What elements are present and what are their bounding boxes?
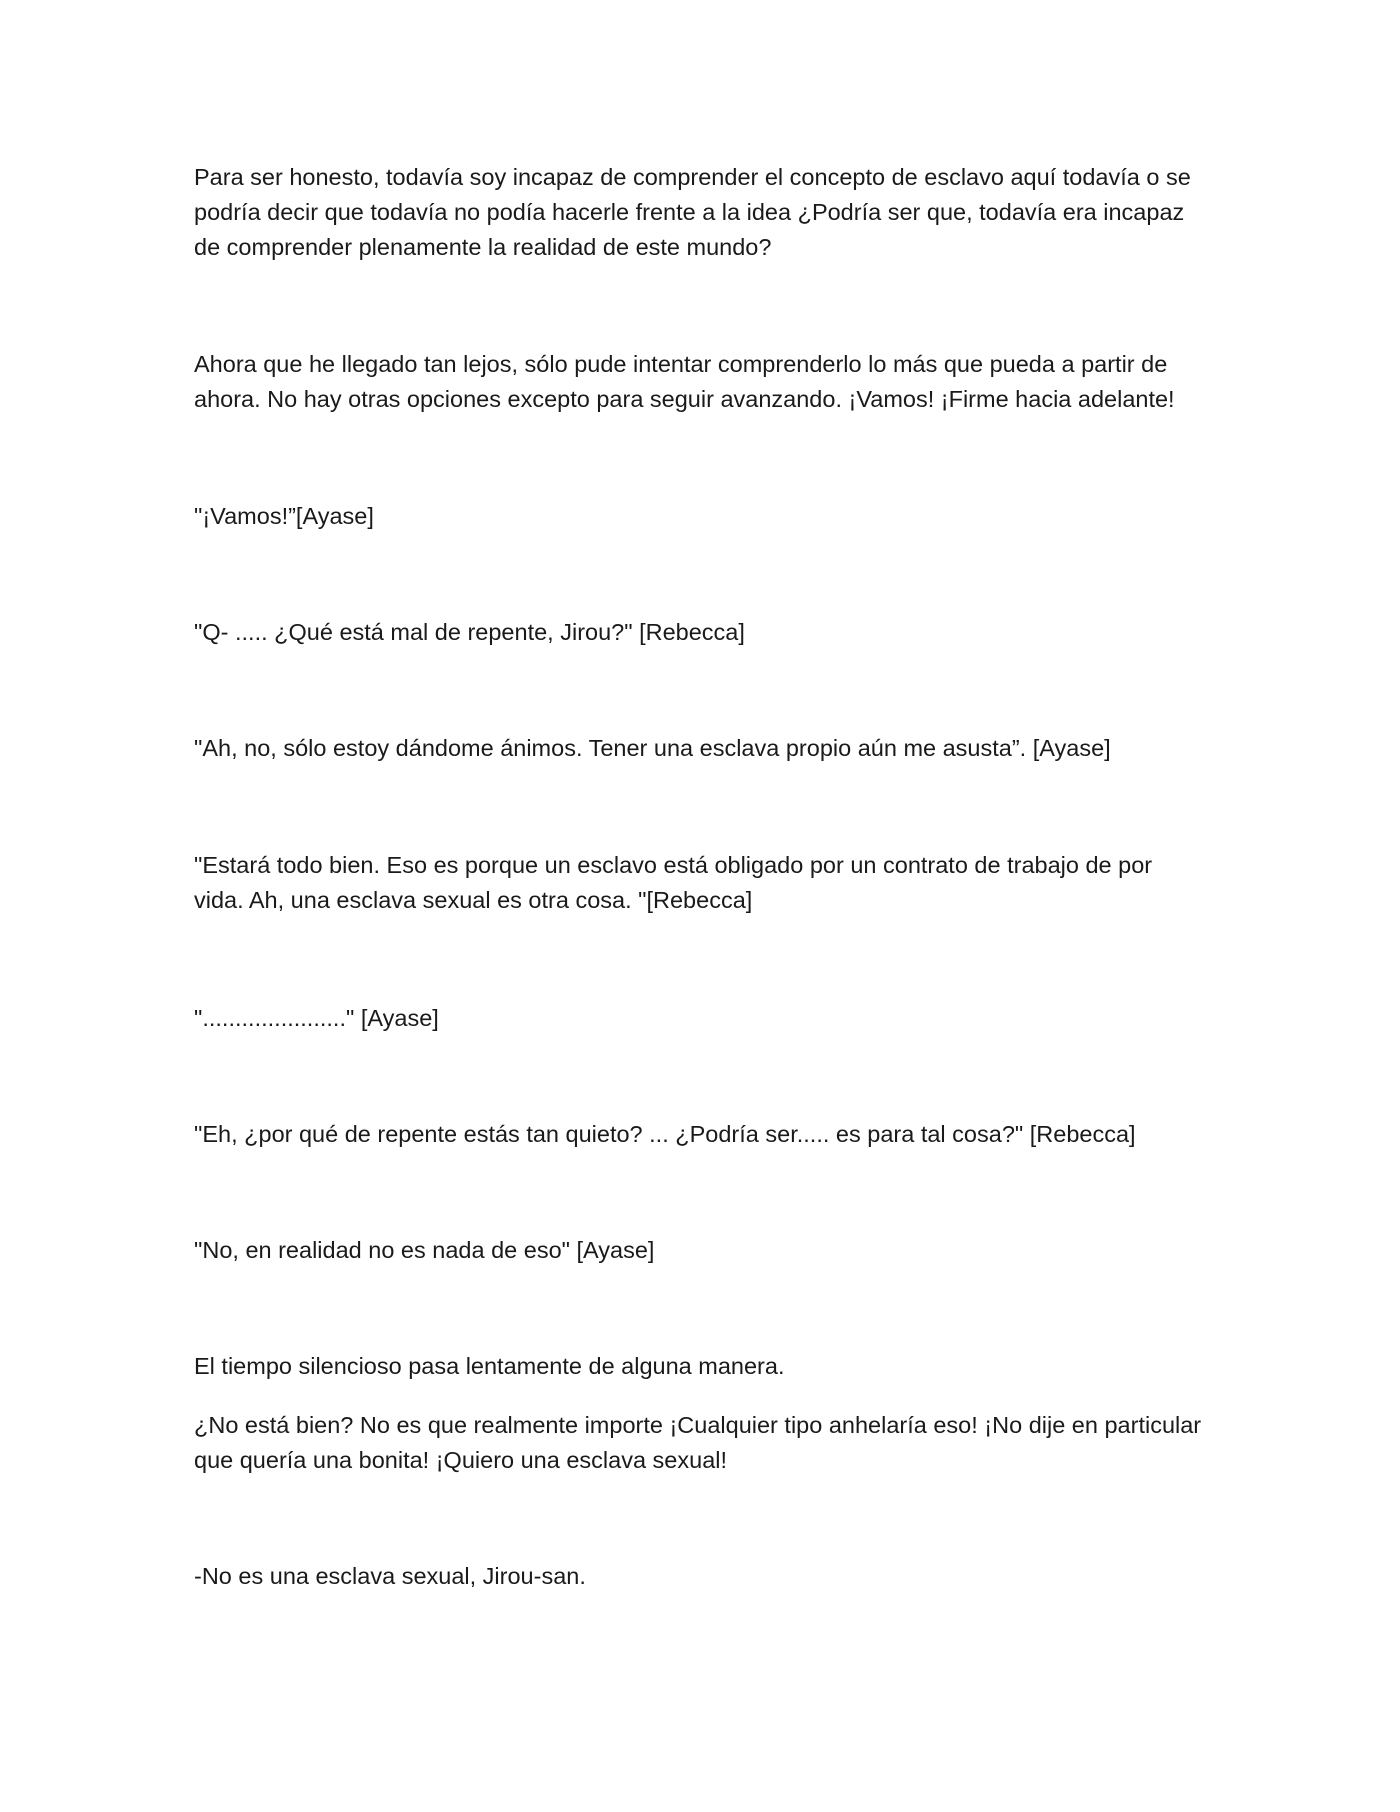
dialogue-line-1: "¡Vamos!”[Ayase] <box>194 503 374 529</box>
paragraph-narration-3: -No es una esclava sexual, Jirou-san. <box>194 1563 586 1589</box>
dialogue-line-3: "Ah, no, sólo estoy dándome ánimos. Tener una esclava propio aún me asusta”. [Ayase] <box>194 735 1111 761</box>
dialogue-line-4: "Estará todo bien. Eso es porque un esclavo está obligado por un contrato de trabajo de por vida. Ah, una esclava sexual es otra cosa. "[Rebecca] <box>194 852 1153 913</box>
dialogue-line-6: "Eh, ¿por qué de repente estás tan quieto? ... ¿Podría ser..... es para tal cosa?" [Rebecca] <box>194 1121 1136 1147</box>
paragraph-narration-1: El tiempo silencioso pasa lentamente de alguna manera. <box>194 1353 785 1379</box>
dialogue-line-5: "......................" [Ayase] <box>194 1005 439 1031</box>
paragraph-narration-2: ¿No está bien? No es que realmente importe ¡Cualquier tipo anhelaría eso! ¡No dije en particular que quería una bonita! ¡Quiero una esclava sexual! <box>194 1412 1202 1473</box>
dialogue-line-2: "Q- ..... ¿Qué está mal de repente, Jirou?" [Rebecca] <box>194 619 745 645</box>
paragraph-1: Para ser honesto, todavía soy incapaz de comprender el concepto de esclavo aquí todavía o se podría decir que todavía no podía hacerle frente a la idea ¿Podría ser que, todavía era incapaz de comprender plenamente la realidad de este mundo? <box>194 164 1191 260</box>
paragraph-2: Ahora que he llegado tan lejos, sólo pude intentar comprenderlo lo más que pueda a partir de ahora. No hay otras opciones excepto para seguir avanzando. ¡Vamos! ¡Firme hacia adelante! <box>194 351 1175 412</box>
dialogue-line-7: "No, en realidad no es nada de eso" [Ayase] <box>194 1237 655 1263</box>
